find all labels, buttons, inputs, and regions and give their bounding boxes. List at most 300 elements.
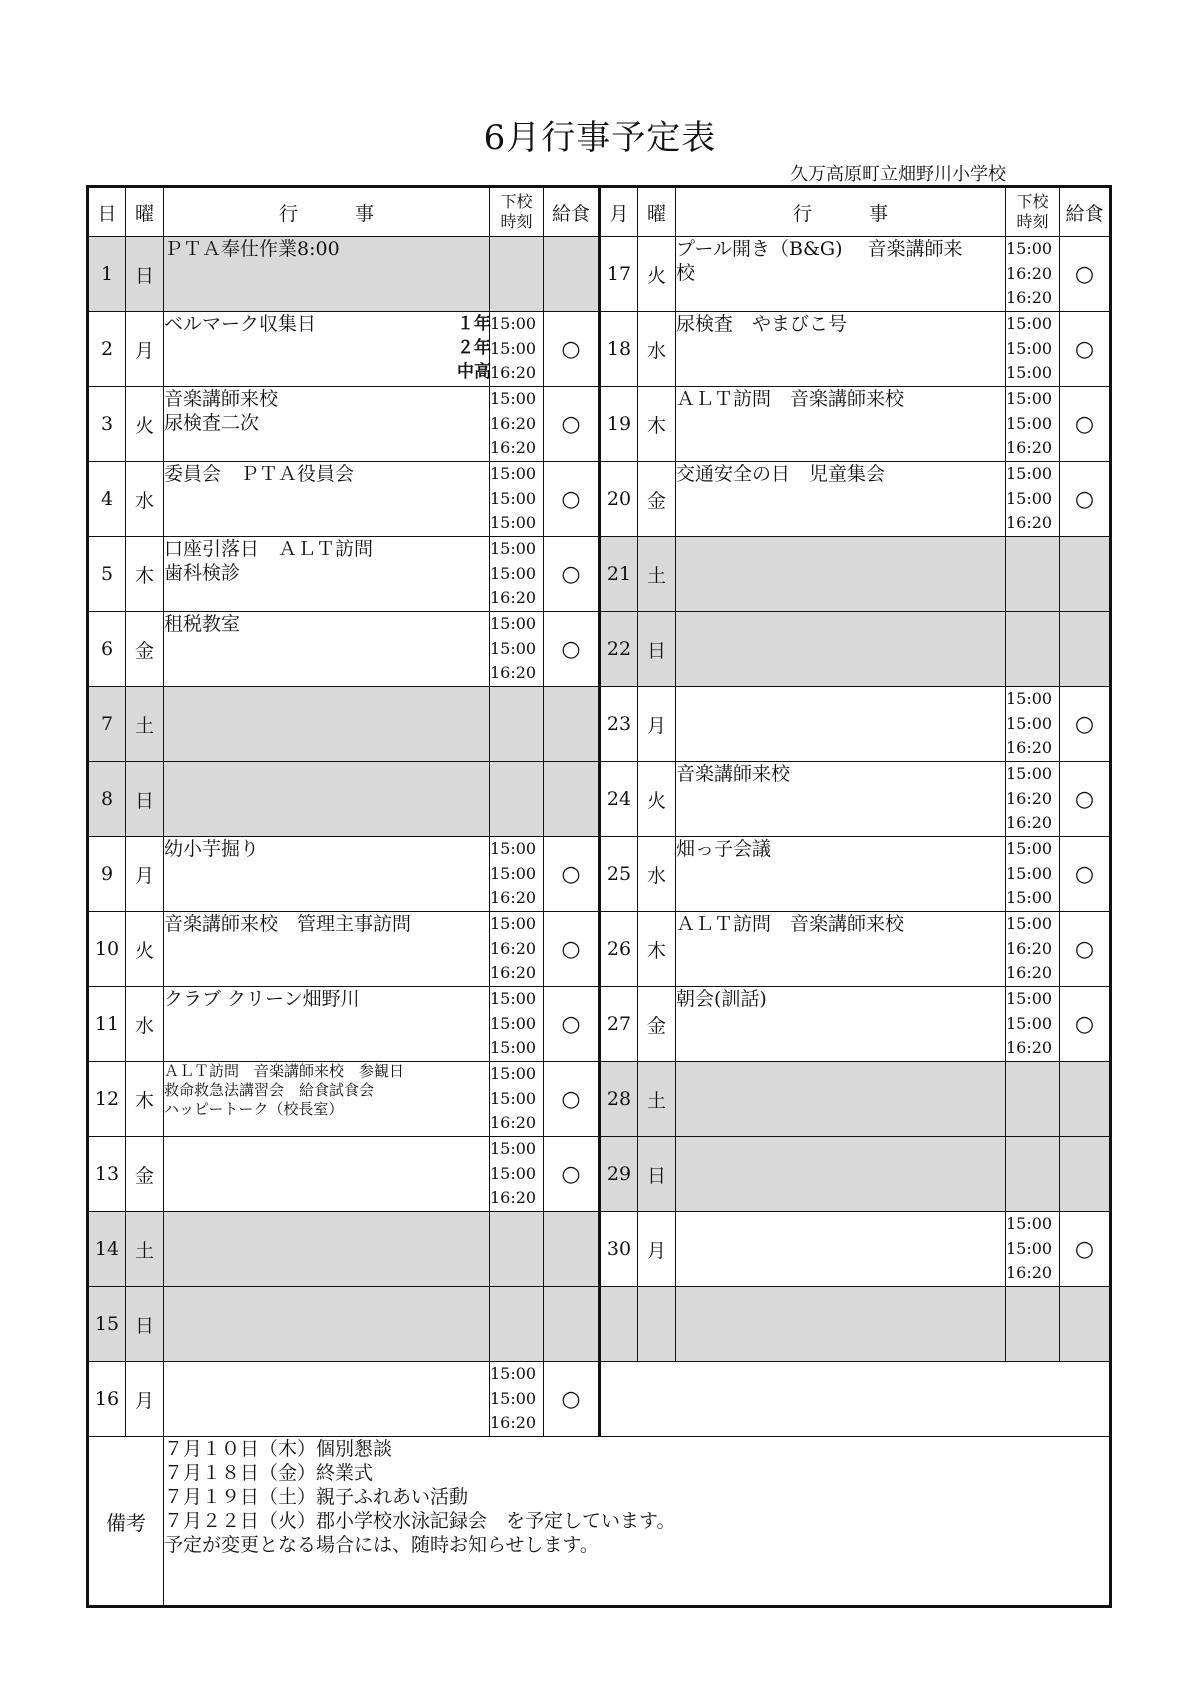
event-cell bbox=[676, 387, 1006, 462]
grade-label: ２年 bbox=[457, 338, 491, 358]
event-cell bbox=[164, 1362, 490, 1437]
weekday: 土 bbox=[126, 687, 164, 762]
event-cell bbox=[164, 1137, 490, 1212]
dismissal-time: 16:20 bbox=[490, 663, 537, 682]
dismissal-time: 16:20 bbox=[490, 1413, 537, 1432]
lunch-cell bbox=[1060, 912, 1111, 987]
lunch-cell bbox=[1060, 387, 1111, 462]
day-number: 7 bbox=[88, 687, 126, 762]
event-line: 音楽講師来校 管理主事訪問 bbox=[164, 913, 412, 935]
dismissal-time-cell bbox=[490, 237, 544, 312]
event-cell bbox=[164, 1212, 490, 1287]
header-dismissal-bottom-right: 時刻 bbox=[1016, 212, 1049, 231]
lunch-cell bbox=[544, 612, 600, 687]
weekday: 水 bbox=[638, 312, 676, 387]
dismissal-time: 15:00 bbox=[1006, 338, 1053, 358]
dismissal-time: 15:00 bbox=[490, 1013, 537, 1033]
dismissal-time-cell bbox=[1006, 912, 1060, 987]
day-number: 22 bbox=[600, 612, 638, 687]
table-row bbox=[88, 462, 1111, 537]
table-row bbox=[88, 1062, 1111, 1137]
dismissal-time: 15:00 bbox=[490, 1038, 537, 1057]
lunch-cell bbox=[1060, 1212, 1111, 1287]
dismissal-time-cell bbox=[1006, 837, 1060, 912]
dismissal-time: 15:00 bbox=[490, 1388, 537, 1408]
weekday: 土 bbox=[638, 537, 676, 612]
event-line: ＡＬＴ訪問 音楽講師来校 参観日 bbox=[164, 1062, 405, 1080]
weekday: 火 bbox=[126, 387, 164, 462]
event-line: ＰＴＡ奉仕作業8:00 bbox=[164, 238, 340, 260]
dismissal-time: 15:00 bbox=[1006, 1013, 1053, 1033]
weekday: 木 bbox=[638, 912, 676, 987]
dismissal-time: 15:00 bbox=[1006, 488, 1053, 508]
day-number: 20 bbox=[600, 462, 638, 537]
weekday: 木 bbox=[126, 1062, 164, 1137]
event-cell bbox=[164, 462, 490, 537]
lunch-cell bbox=[1060, 537, 1111, 612]
dismissal-time-cell bbox=[490, 1362, 544, 1437]
event-line: ハッピートーク（校長室） bbox=[164, 1100, 344, 1118]
event-line: 音楽講師来校 bbox=[676, 763, 791, 785]
dismissal-time: 16:20 bbox=[1006, 963, 1053, 982]
lunch-cell bbox=[544, 1212, 600, 1287]
lunch-circle-icon: ○ bbox=[561, 1011, 581, 1037]
dismissal-time: 15:00 bbox=[490, 614, 537, 633]
day-number: 4 bbox=[88, 462, 126, 537]
lunch-circle-icon: ○ bbox=[561, 861, 581, 887]
event-line: ＡＬＴ訪問 音楽講師来校 bbox=[676, 913, 905, 935]
event-cell bbox=[676, 912, 1006, 987]
event-line: 校 bbox=[676, 262, 696, 284]
day-number: 23 bbox=[600, 687, 638, 762]
dismissal-time: 16:20 bbox=[1006, 263, 1053, 283]
table-row bbox=[88, 1212, 1111, 1287]
dismissal-time: 15:00 bbox=[490, 1139, 537, 1158]
dismissal-time-cell bbox=[490, 987, 544, 1062]
lunch-cell bbox=[1060, 462, 1111, 537]
dismissal-time-cell bbox=[1006, 387, 1060, 462]
event-line: 委員会 ＰＴＡ役員会 bbox=[164, 463, 355, 485]
dismissal-time: 16:20 bbox=[490, 938, 537, 958]
dismissal-time: 16:20 bbox=[1006, 813, 1053, 832]
weekday: 月 bbox=[638, 687, 676, 762]
event-line: 畑っ子会議 bbox=[676, 838, 772, 860]
dismissal-time: 16:20 bbox=[490, 888, 537, 907]
event-line: 口座引落日 ＡＬＴ訪問 bbox=[164, 538, 374, 560]
weekday: 水 bbox=[638, 837, 676, 912]
lunch-cell bbox=[544, 1062, 600, 1137]
dismissal-time: 15:00 bbox=[1006, 413, 1053, 433]
event-line: 租税教室 bbox=[164, 613, 241, 635]
lunch-cell bbox=[1060, 312, 1111, 387]
event-cell bbox=[164, 912, 490, 987]
lunch-circle-icon: ○ bbox=[1074, 336, 1095, 362]
dismissal-time: 15:00 bbox=[1006, 713, 1053, 733]
day-number: 1 bbox=[88, 237, 126, 312]
dismissal-time: 15:00 bbox=[490, 539, 537, 558]
dismissal-time: 16:20 bbox=[1006, 1263, 1053, 1282]
day-number: 13 bbox=[88, 1137, 126, 1212]
weekday: 日 bbox=[638, 1137, 676, 1212]
header-dismissal-top-right: 下校 bbox=[1016, 192, 1049, 211]
event-cell bbox=[676, 687, 1006, 762]
lunch-cell bbox=[1060, 987, 1111, 1062]
header-events-right: 行 事 bbox=[676, 187, 1006, 237]
weekday: 火 bbox=[638, 762, 676, 837]
schedule-body bbox=[88, 237, 1111, 1437]
dismissal-time: 16:20 bbox=[490, 438, 537, 457]
dismissal-time: 15:00 bbox=[490, 1064, 537, 1083]
notes-content bbox=[164, 1437, 1111, 1607]
lunch-circle-icon: ○ bbox=[1074, 861, 1095, 887]
dismissal-time: 15:00 bbox=[490, 839, 537, 858]
event-line: 尿検査二次 bbox=[164, 412, 260, 434]
dismissal-time: 15:00 bbox=[490, 314, 537, 333]
dismissal-time: 15:00 bbox=[490, 464, 537, 483]
day-number bbox=[600, 1287, 638, 1362]
event-line: 歯科検診 bbox=[164, 562, 241, 584]
event-cell bbox=[676, 762, 1006, 837]
lunch-cell bbox=[1060, 762, 1111, 837]
day-number: 17 bbox=[600, 237, 638, 312]
table-row bbox=[88, 1362, 1111, 1437]
header-dismissal-bottom: 時刻 bbox=[500, 212, 533, 231]
dismissal-time: 15:00 bbox=[1006, 888, 1053, 907]
event-cell bbox=[164, 1287, 490, 1362]
dismissal-time: 15:00 bbox=[1006, 1238, 1053, 1258]
dismissal-time: 15:00 bbox=[1006, 464, 1053, 483]
day-number: 9 bbox=[88, 837, 126, 912]
day-number: 25 bbox=[600, 837, 638, 912]
table-row bbox=[88, 1137, 1111, 1212]
lunch-cell bbox=[544, 1287, 600, 1362]
dismissal-time: 15:00 bbox=[490, 1088, 537, 1108]
lunch-circle-icon: ○ bbox=[561, 411, 581, 437]
lunch-cell bbox=[544, 462, 600, 537]
day-number: 11 bbox=[88, 987, 126, 1062]
dismissal-time: 15:00 bbox=[490, 638, 537, 658]
event-line: ベルマーク収集日 bbox=[164, 313, 317, 335]
note-line: 予定が変更となる場合には、随時お知らせします。 bbox=[164, 1534, 599, 1556]
event-cell bbox=[676, 312, 1006, 387]
lunch-cell bbox=[1060, 1287, 1111, 1362]
dismissal-time: 15:00 bbox=[1006, 239, 1053, 258]
day-number: 26 bbox=[600, 912, 638, 987]
lunch-circle-icon: ○ bbox=[561, 336, 581, 362]
event-cell bbox=[676, 837, 1006, 912]
lunch-circle-icon: ○ bbox=[1074, 486, 1095, 512]
event-cell bbox=[676, 462, 1006, 537]
dismissal-time: 15:00 bbox=[490, 914, 537, 933]
note-line: ７月１０日（木）個別懇談 bbox=[164, 1438, 393, 1460]
dismissal-time: 15:00 bbox=[1006, 863, 1053, 883]
header-day: 日 bbox=[88, 187, 126, 237]
day-number: 3 bbox=[88, 387, 126, 462]
dismissal-time-cell bbox=[490, 387, 544, 462]
dismissal-time-cell bbox=[1006, 762, 1060, 837]
event-cell bbox=[676, 237, 1006, 312]
weekday: 金 bbox=[126, 612, 164, 687]
event-cell bbox=[676, 987, 1006, 1062]
dismissal-time-cell bbox=[490, 537, 544, 612]
dismissal-time: 16:20 bbox=[490, 363, 537, 382]
dismissal-time: 15:00 bbox=[1006, 689, 1053, 708]
dismissal-time-cell bbox=[1006, 687, 1060, 762]
lunch-circle-icon: ○ bbox=[561, 936, 581, 962]
table-row bbox=[88, 537, 1111, 612]
lunch-circle-icon: ○ bbox=[561, 1086, 581, 1112]
weekday: 金 bbox=[126, 1137, 164, 1212]
weekday: 水 bbox=[126, 987, 164, 1062]
day-number: 16 bbox=[88, 1362, 126, 1437]
event-line: ＡＬＴ訪問 音楽講師来校 bbox=[676, 388, 905, 410]
lunch-circle-icon: ○ bbox=[1074, 711, 1095, 737]
weekday: 木 bbox=[126, 537, 164, 612]
dismissal-time-cell bbox=[1006, 1287, 1060, 1362]
weekday: 日 bbox=[126, 1287, 164, 1362]
lunch-cell bbox=[544, 237, 600, 312]
dismissal-time: 15:00 bbox=[490, 488, 537, 508]
header-weekday-right: 曜 bbox=[638, 187, 676, 237]
dismissal-time-cell bbox=[490, 1062, 544, 1137]
weekday bbox=[638, 1287, 676, 1362]
lunch-cell bbox=[1060, 237, 1111, 312]
table-row bbox=[88, 687, 1111, 762]
dismissal-time-cell bbox=[490, 1287, 544, 1362]
lunch-circle-icon: ○ bbox=[1074, 936, 1095, 962]
weekday: 金 bbox=[638, 987, 676, 1062]
lunch-cell bbox=[1060, 1062, 1111, 1137]
event-line: プール開き（B&G) 音楽講師来 bbox=[676, 238, 963, 260]
weekday: 日 bbox=[126, 762, 164, 837]
weekday: 日 bbox=[126, 237, 164, 312]
dismissal-time: 16:20 bbox=[1006, 288, 1053, 307]
event-cell bbox=[164, 537, 490, 612]
dismissal-time: 15:00 bbox=[490, 1364, 537, 1383]
header-row bbox=[88, 187, 1111, 237]
event-line: 朝会(訓話) bbox=[676, 988, 767, 1010]
table-row bbox=[88, 312, 1111, 387]
table-row bbox=[88, 837, 1111, 912]
lunch-circle-icon: ○ bbox=[1074, 1011, 1095, 1037]
dismissal-time-cell bbox=[490, 1137, 544, 1212]
note-line: ７月２２日（火）郡小学校水泳記録会 を予定しています。 bbox=[164, 1510, 676, 1532]
event-cell bbox=[676, 612, 1006, 687]
day-number: 24 bbox=[600, 762, 638, 837]
event-cell bbox=[676, 537, 1006, 612]
dismissal-time: 16:20 bbox=[1006, 788, 1053, 808]
dismissal-time: 15:00 bbox=[490, 513, 537, 532]
weekday: 木 bbox=[638, 387, 676, 462]
dismissal-time-cell bbox=[1006, 537, 1060, 612]
dismissal-time-cell bbox=[1006, 237, 1060, 312]
event-cell bbox=[164, 612, 490, 687]
event-line: 尿検査 やまびこ号 bbox=[676, 313, 848, 335]
header-dismissal-right bbox=[1006, 187, 1060, 237]
header-events: 行 事 bbox=[164, 187, 490, 237]
weekday: 月 bbox=[638, 1212, 676, 1287]
header-weekday: 曜 bbox=[126, 187, 164, 237]
day-number: 15 bbox=[88, 1287, 126, 1362]
lunch-cell bbox=[1060, 837, 1111, 912]
dismissal-time: 16:20 bbox=[1006, 513, 1053, 532]
schedule-table bbox=[86, 185, 1112, 1608]
weekday: 火 bbox=[638, 237, 676, 312]
event-cell bbox=[676, 1212, 1006, 1287]
event-line: 救命救急法講習会 給食試食会 bbox=[164, 1081, 375, 1099]
dismissal-time-cell bbox=[1006, 312, 1060, 387]
event-cell bbox=[164, 312, 490, 387]
dismissal-time: 15:00 bbox=[1006, 389, 1053, 408]
lunch-cell bbox=[544, 387, 600, 462]
lunch-cell bbox=[544, 912, 600, 987]
header-dismissal bbox=[490, 187, 544, 237]
dismissal-time-cell bbox=[1006, 987, 1060, 1062]
day-number: 18 bbox=[600, 312, 638, 387]
lunch-cell bbox=[544, 1137, 600, 1212]
weekday: 月 bbox=[126, 1362, 164, 1437]
notes-row bbox=[88, 1437, 1111, 1607]
header-day-right: 月 bbox=[600, 187, 638, 237]
weekday: 火 bbox=[126, 912, 164, 987]
dismissal-time: 16:20 bbox=[490, 588, 537, 607]
weekday: 水 bbox=[126, 462, 164, 537]
dismissal-time: 16:20 bbox=[490, 1188, 537, 1207]
dismissal-time: 15:00 bbox=[1006, 363, 1053, 382]
day-number: 12 bbox=[88, 1062, 126, 1137]
dismissal-time-cell bbox=[1006, 1137, 1060, 1212]
header-dismissal-top: 下校 bbox=[500, 192, 533, 211]
dismissal-time-cell bbox=[490, 762, 544, 837]
dismissal-time: 16:20 bbox=[1006, 1038, 1053, 1057]
event-cell bbox=[164, 987, 490, 1062]
lunch-cell bbox=[544, 687, 600, 762]
dismissal-time-cell bbox=[490, 312, 544, 387]
event-cell bbox=[164, 237, 490, 312]
event-cell bbox=[676, 1137, 1006, 1212]
dismissal-time: 15:00 bbox=[490, 989, 537, 1008]
lunch-circle-icon: ○ bbox=[1074, 786, 1095, 812]
table-row bbox=[88, 612, 1111, 687]
day-number: 29 bbox=[600, 1137, 638, 1212]
dismissal-time: 15:00 bbox=[1006, 314, 1053, 333]
day-number: 10 bbox=[88, 912, 126, 987]
dismissal-time: 15:00 bbox=[490, 1163, 537, 1183]
lunch-circle-icon: ○ bbox=[1074, 1236, 1095, 1262]
dismissal-time-cell bbox=[490, 912, 544, 987]
lunch-cell bbox=[544, 987, 600, 1062]
dismissal-time: 15:00 bbox=[1006, 989, 1053, 1008]
dismissal-time-cell bbox=[1006, 1062, 1060, 1137]
dismissal-time: 16:20 bbox=[490, 963, 537, 982]
grade-label: １年 bbox=[457, 314, 491, 334]
event-cell bbox=[164, 687, 490, 762]
lunch-cell bbox=[544, 1362, 600, 1437]
lunch-cell bbox=[1060, 612, 1111, 687]
lunch-cell bbox=[1060, 687, 1111, 762]
dismissal-time-cell bbox=[1006, 1212, 1060, 1287]
event-line: クラブ クリーン畑野川 bbox=[164, 988, 360, 1010]
event-cell bbox=[676, 1062, 1006, 1137]
table-row bbox=[88, 987, 1111, 1062]
dismissal-time: 16:20 bbox=[1006, 738, 1053, 757]
weekday: 日 bbox=[638, 612, 676, 687]
lunch-circle-icon: ○ bbox=[561, 1386, 581, 1412]
day-number: 6 bbox=[88, 612, 126, 687]
table-row bbox=[88, 912, 1111, 987]
table-row bbox=[88, 387, 1111, 462]
lunch-cell bbox=[544, 762, 600, 837]
table-row bbox=[88, 762, 1111, 837]
weekday: 月 bbox=[126, 837, 164, 912]
lunch-circle-icon: ○ bbox=[561, 561, 581, 587]
grade-label: 中高 bbox=[457, 362, 491, 382]
event-cell bbox=[164, 837, 490, 912]
dismissal-time-cell bbox=[490, 612, 544, 687]
day-number: 5 bbox=[88, 537, 126, 612]
lunch-circle-icon: ○ bbox=[561, 1161, 581, 1187]
lunch-circle-icon: ○ bbox=[561, 486, 581, 512]
event-line: 交通安全の日 児童集会 bbox=[676, 463, 886, 485]
empty-cell bbox=[600, 1362, 1111, 1437]
dismissal-time: 15:00 bbox=[490, 563, 537, 583]
note-line: ７月１９日（土）親子ふれあい活動 bbox=[164, 1486, 469, 1508]
event-line: 幼小芋掘り bbox=[164, 838, 260, 860]
notes-label: 備考 bbox=[88, 1437, 164, 1607]
event-cell bbox=[676, 1287, 1006, 1362]
lunch-circle-icon: ○ bbox=[561, 636, 581, 662]
dismissal-time: 16:20 bbox=[1006, 438, 1053, 457]
day-number: 2 bbox=[88, 312, 126, 387]
dismissal-time: 16:20 bbox=[1006, 938, 1053, 958]
table-row bbox=[88, 1287, 1111, 1362]
lunch-cell bbox=[544, 537, 600, 612]
dismissal-time: 15:00 bbox=[1006, 1214, 1053, 1233]
lunch-cell bbox=[544, 312, 600, 387]
dismissal-time-cell bbox=[490, 1212, 544, 1287]
dismissal-time: 15:00 bbox=[1006, 914, 1053, 933]
school-name: 久万高原町立畑野川小学校 bbox=[790, 164, 1006, 185]
dismissal-time: 16:20 bbox=[490, 413, 537, 433]
event-line: 音楽講師来校 bbox=[164, 388, 279, 410]
page-title: 6月行事予定表 bbox=[483, 118, 717, 158]
day-number: 14 bbox=[88, 1212, 126, 1287]
dismissal-time-cell bbox=[1006, 612, 1060, 687]
header-lunch-right: 給食 bbox=[1060, 187, 1111, 237]
day-number: 30 bbox=[600, 1212, 638, 1287]
dismissal-time-cell bbox=[490, 837, 544, 912]
dismissal-time: 15:00 bbox=[1006, 764, 1053, 783]
dismissal-time: 16:20 bbox=[490, 1113, 537, 1132]
day-number: 21 bbox=[600, 537, 638, 612]
event-cell bbox=[164, 387, 490, 462]
weekday: 月 bbox=[126, 312, 164, 387]
weekday: 土 bbox=[126, 1212, 164, 1287]
dismissal-time: 15:00 bbox=[490, 863, 537, 883]
header-lunch: 給食 bbox=[544, 187, 600, 237]
dismissal-time-cell bbox=[490, 687, 544, 762]
day-number: 8 bbox=[88, 762, 126, 837]
day-number: 28 bbox=[600, 1062, 638, 1137]
dismissal-time: 15:00 bbox=[490, 338, 537, 358]
dismissal-time-cell bbox=[490, 462, 544, 537]
table-row bbox=[88, 237, 1111, 312]
event-cell bbox=[164, 1062, 490, 1137]
weekday: 金 bbox=[638, 462, 676, 537]
lunch-circle-icon: ○ bbox=[1074, 261, 1095, 287]
weekday: 土 bbox=[638, 1062, 676, 1137]
note-line: ７月１８日（金）終業式 bbox=[164, 1462, 374, 1484]
